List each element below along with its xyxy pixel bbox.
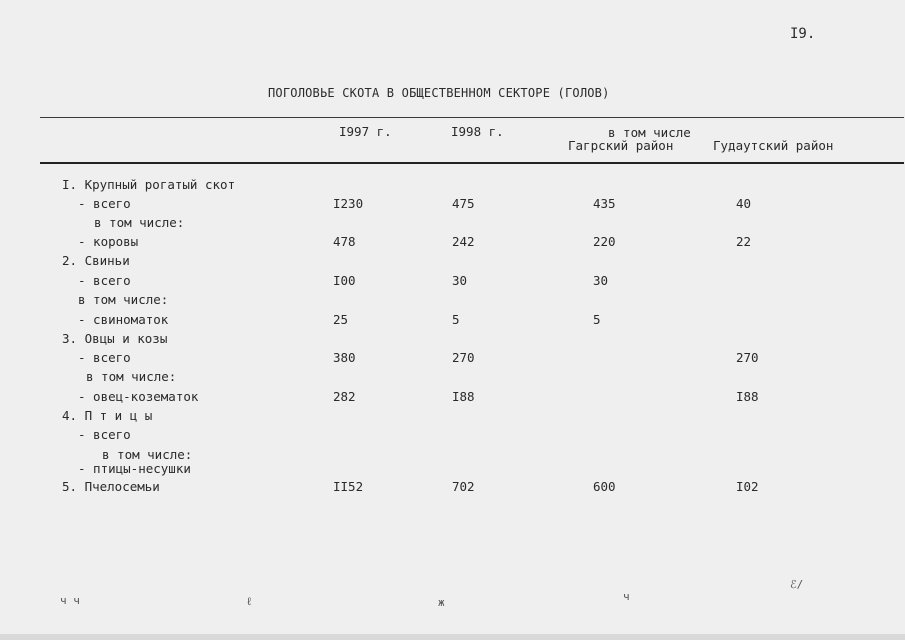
table-title: ПОГОЛОВЬЕ СКОТА В ОБЩЕСТВЕННОМ СЕКТОРЕ (ГОЛОВ) xyxy=(268,86,610,100)
header-including: в том числе xyxy=(608,125,691,140)
scan-mark: ℓ xyxy=(246,595,253,608)
row-label: - всего xyxy=(78,196,131,211)
table-row xyxy=(0,234,905,252)
value-1997: 282 xyxy=(333,389,356,404)
row-label: - птицы-несушки xyxy=(78,461,191,476)
table-row xyxy=(0,331,905,349)
table-row xyxy=(0,215,905,233)
row-label: в том числе: xyxy=(94,215,185,230)
value-1998: 702 xyxy=(452,479,475,494)
value-gagra: 30 xyxy=(593,273,609,288)
header-1997: I997 г. xyxy=(339,124,392,139)
table-row xyxy=(0,479,905,497)
value-gagra: 220 xyxy=(593,234,616,249)
header-gudauta: Гудаутский район xyxy=(713,138,834,153)
row-label: в том числе: xyxy=(102,447,193,462)
row-label: 3. Овцы и козы xyxy=(62,331,168,346)
row-label: - всего xyxy=(78,350,131,365)
table-row xyxy=(0,369,905,387)
table-row xyxy=(0,389,905,407)
value-1997: I230 xyxy=(333,196,364,211)
table-row xyxy=(0,273,905,291)
scan-mark: ℰ/ xyxy=(790,578,804,591)
row-label: в том числе: xyxy=(86,369,177,384)
row-label: - всего xyxy=(78,273,131,288)
table-row xyxy=(0,350,905,368)
value-1997: 380 xyxy=(333,350,356,365)
value-gudauta: 40 xyxy=(736,196,752,211)
header-top-rule xyxy=(40,117,904,118)
value-1997: II52 xyxy=(333,479,364,494)
table-row xyxy=(0,312,905,330)
row-label: - всего xyxy=(78,427,131,442)
table-row xyxy=(0,292,905,310)
row-label: 5. Пчелосемьи xyxy=(62,479,160,494)
value-1998: 270 xyxy=(452,350,475,365)
value-gagra: 5 xyxy=(593,312,601,327)
value-1997: 478 xyxy=(333,234,356,249)
scan-edge xyxy=(0,634,905,640)
header-bottom-rule xyxy=(40,162,904,164)
header-1998: I998 г. xyxy=(451,124,504,139)
page-number: I9. xyxy=(790,26,816,42)
scan-mark: ч ч xyxy=(60,594,80,607)
value-1998: 5 xyxy=(452,312,460,327)
value-1998: I88 xyxy=(452,389,475,404)
table-row xyxy=(0,177,905,195)
value-gagra: 435 xyxy=(593,196,616,211)
value-1998: 30 xyxy=(452,273,468,288)
value-gudauta: 22 xyxy=(736,234,752,249)
value-1998: 475 xyxy=(452,196,475,211)
row-label: I. Крупный рогатый скот xyxy=(62,177,236,192)
value-1998: 242 xyxy=(452,234,475,249)
table-row xyxy=(0,196,905,214)
row-label: - свиноматок xyxy=(78,312,169,327)
scan-mark: ч xyxy=(623,590,630,603)
value-gudauta: I02 xyxy=(736,479,759,494)
value-1997: 25 xyxy=(333,312,349,327)
row-label: - коровы xyxy=(78,234,139,249)
value-1997: I00 xyxy=(333,273,356,288)
row-label: 4. П т и ц ы xyxy=(62,408,153,423)
scan-mark: ж xyxy=(438,596,445,609)
row-label: в том числе: xyxy=(78,292,169,307)
row-label: - овец-козематок xyxy=(78,389,199,404)
table-row xyxy=(0,408,905,426)
value-gudauta: I88 xyxy=(736,389,759,404)
value-gudauta: 270 xyxy=(736,350,759,365)
table-row xyxy=(0,461,905,479)
table-row xyxy=(0,427,905,445)
value-gagra: 600 xyxy=(593,479,616,494)
row-label: 2. Свиньи xyxy=(62,253,130,268)
header-gagra: Гагрский район xyxy=(568,138,674,153)
table-row xyxy=(0,253,905,271)
